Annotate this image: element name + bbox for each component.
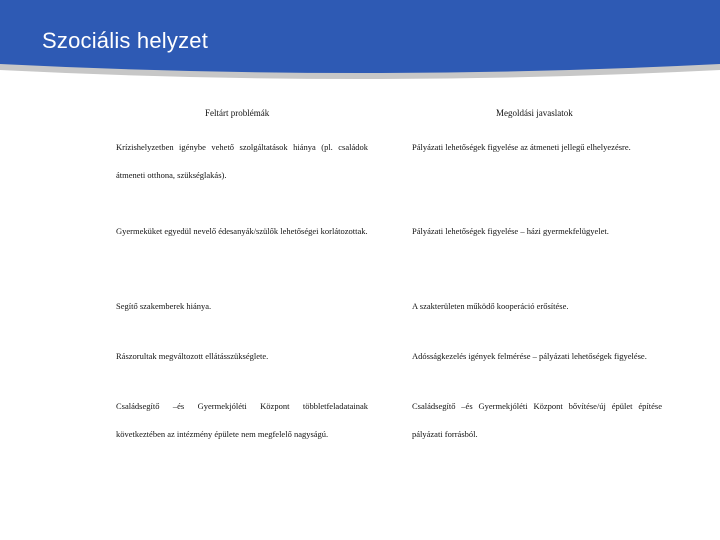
solutions-column-header: Megoldási javaslatok [496, 108, 573, 118]
problem-cell-1: Krízishelyzetben igénybe vehető szolgáltatások hiánya (pl. családok átmeneti otthona, szükséglakás). [116, 142, 368, 180]
problem-cell-5: Családsegítő –és Gyermekjóléti Központ többletfeladatainak következtében az intézmény épülete nem megfelelő nagyságú. [116, 401, 368, 439]
solution-cell-3: A szakterületen működő kooperáció erősítése. [412, 301, 569, 311]
solution-cell-5: Családsegítő –és Gyermekjóléti Központ bővítése/új épület építése pályázati forrásból. [412, 401, 662, 439]
problems-column-header: Feltárt problémák [205, 108, 270, 118]
solution-cell-1: Pályázati lehetőségek figyelése az átmeneti jellegű elhelyezésre. [412, 142, 631, 152]
solution-cell-2: Pályázati lehetőségek figyelése – házi gyermekfelügyelet. [412, 226, 609, 236]
slide-title: Szociális helyzet [42, 28, 209, 53]
problem-cell-2: Gyermeküket egyedül nevelő édesanyák/szülők lehetőségei korlátozottak. [116, 226, 368, 236]
solution-cell-4: Adósságkezelés igények felmérése – pályázati lehetőségek figyelése. [412, 351, 647, 361]
problem-cell-3: Segítő szakemberek hiánya. [116, 301, 212, 311]
problem-cell-4: Rászorultak megváltozott ellátásszükséglete. [116, 351, 269, 361]
